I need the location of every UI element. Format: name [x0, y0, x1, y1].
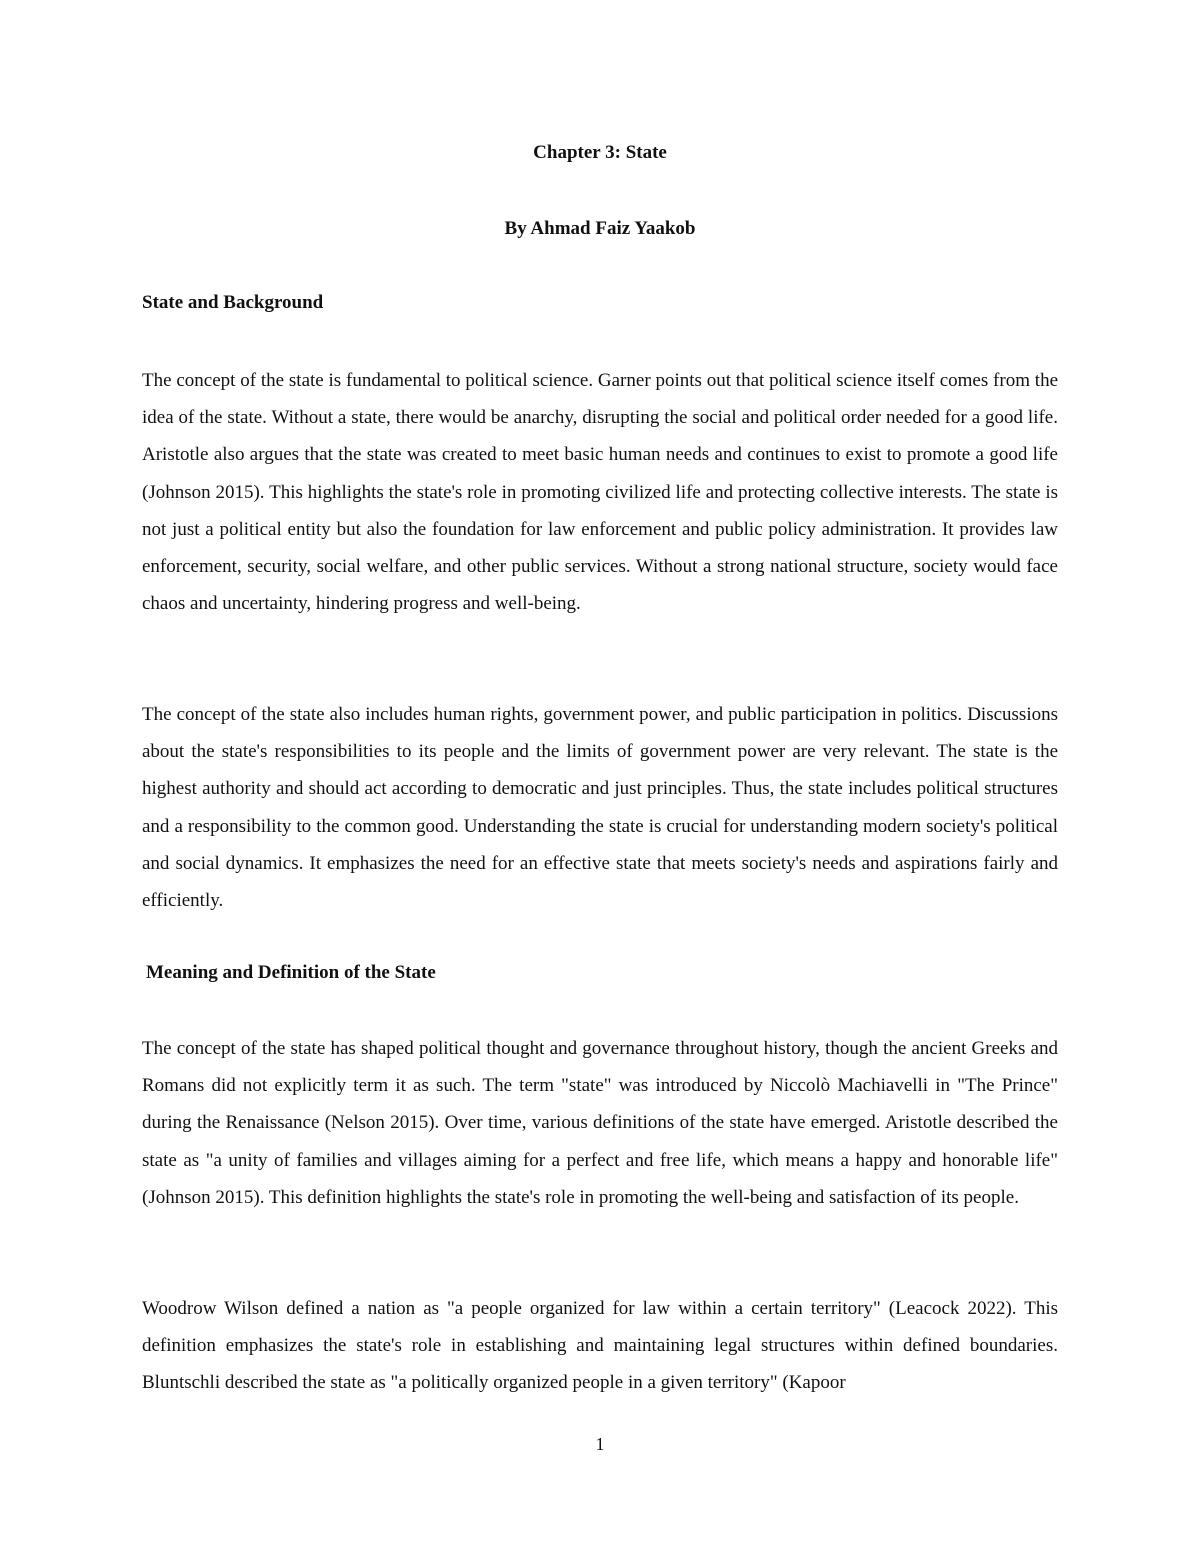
- paragraph: Woodrow Wilson defined a nation as "a people organized for law within a certain territory" (Leacock 2022). This definition emphasizes the state's role in establishing and maintaining legal structures within defined boundaries. Bluntschli described the state as "a politically organized people in a given territory" (Kapoor: [142, 1298, 1058, 1394]
- section-heading-meaning-and-definition: Meaning and Definition of the State: [146, 962, 436, 983]
- paragraph: The concept of the state has shaped political thought and governance throughout history, though the ancient Greeks and Romans did not explicitly term it as such. The term "state" was introduced by Niccolò Machiavelli in "The Prince" during the Renaissance (Nelson 2015). Over time, various definitions of the state have emerged. Aristotle described the state as "a unity of families and villages aiming for a perfect and free life, which means a happy and honorable life" (Johnson 2015). This definition highlights the state's role in promoting the well-being and satisfaction of its people.: [142, 1038, 1058, 1208]
- section-heading-state-and-background: State and Background: [142, 292, 324, 313]
- author-line: By Ahmad Faiz Yaakob: [504, 218, 696, 239]
- paragraph: The concept of the state also includes human rights, government power, and public participation in politics. Discussions about the state's responsibilities to its people and the limits of government power are very relevant. The state is the highest authority and should act according to democratic and just principles. Thus, the state includes political structures and a responsibility to the common good. Understanding the state is crucial for understanding modern society's political and social dynamics. It emphasizes the need for an effective state that meets society's needs and aspirations fairly and efficiently.: [142, 704, 1058, 912]
- chapter-title: Chapter 3: State: [533, 142, 667, 163]
- paragraph: The concept of the state is fundamental to political science. Garner points out that political science itself comes from the idea of the state. Without a state, there would be anarchy, disrupting the social and political order needed for a good life. Aristotle also argues that the state was created to meet basic human needs and continues to exist to promote a good life (Johnson 2015). This highlights the state's role in promoting civilized life and protecting collective interests. The state is not just a political entity but also the foundation for law enforcement and public policy administration. It provides law enforcement, security, social welfare, and other public services. Without a strong national structure, society would face chaos and uncertainty, hindering progress and well-being.: [142, 370, 1058, 615]
- page-number: 1: [595, 1434, 605, 1454]
